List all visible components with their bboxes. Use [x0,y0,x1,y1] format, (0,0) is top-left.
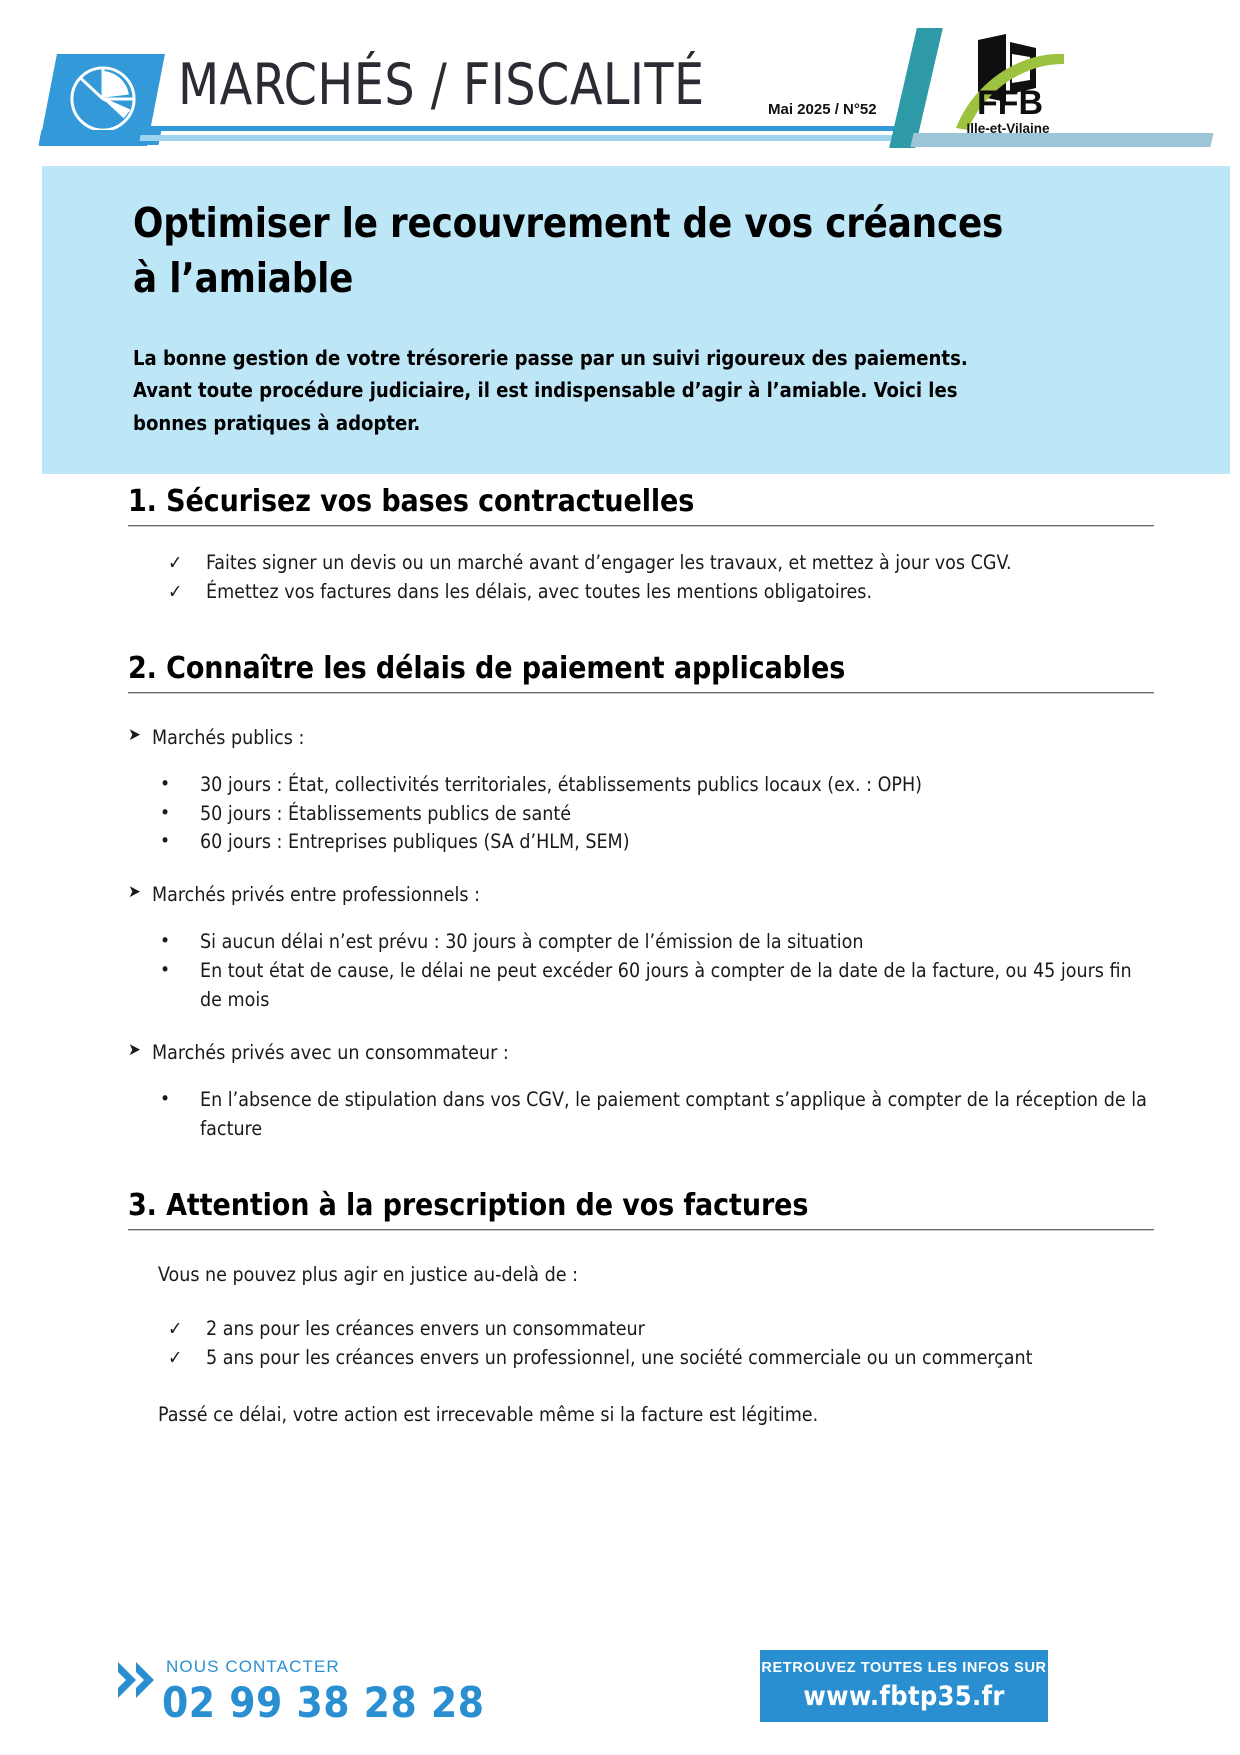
section-3-heading: 3. Attention à la prescription de vos factures [128,1187,809,1223]
section-3-rule [128,1229,1154,1231]
list-item [160,828,1154,857]
list-item-text: 30 jours : État, collectivités territoriales, établissements publics locaux (ex. : OPH) [200,772,922,796]
header-rule-primary [140,126,901,131]
list-item [168,1315,1160,1344]
section-3-check-list [168,1315,1160,1373]
header-rule-secondary [139,135,900,141]
section-2-rule [128,692,1154,694]
check-icon: ✓ [168,1317,183,1340]
arrow-icon: ➤ [128,882,141,903]
bullet-icon: • [160,772,171,795]
double-chevron-icon [116,1658,162,1702]
subgroup-list-consumer [160,1086,1154,1144]
subgroup-heading-public [128,726,1240,749]
brand-title: MARCHÉS / FISCALITÉ [178,52,705,118]
bullet-icon: • [160,801,171,824]
list-item [160,957,1154,1015]
section-3-lead: Vous ne pouvez plus agir en justice au-delà de : [158,1262,579,1286]
ffb-wordmark: FFB [976,84,1044,122]
subgroup-heading-private-pro [128,883,1240,906]
list-item [168,1344,1160,1373]
section-2 [0,651,1240,1144]
bullet-icon: • [160,1087,171,1110]
contact-phone[interactable]: 02 99 38 28 28 [162,1678,485,1727]
list-item-text: Faites signer un devis ou un marché avant d’engager les travaux, et mettez à jour vos CGV. [206,551,1012,574]
list-item-text: 2 ans pour les créances envers un consommateur [206,1316,645,1340]
contact-label: NOUS CONTACTER [166,1657,340,1676]
section-3-closing: Passé ce délai, votre action est irrecevable même si la facture est légitime. [158,1402,819,1426]
arrow-icon: ➤ [128,1039,141,1060]
subgroup-list-public [160,771,1154,858]
check-icon: ✓ [168,580,183,603]
section-1 [0,484,1240,607]
bullet-icon: • [160,959,171,982]
subgroup-label: Marchés privés entre professionnels : [152,883,481,907]
website-callout-box[interactable] [760,1650,1048,1722]
issue-label: Mai 2025 / N°52 [768,101,877,118]
list-item [160,1086,1154,1144]
teal-slash-divider [889,28,943,148]
section-3 [0,1188,1240,1429]
subgroup-heading-consumer [128,1041,1240,1064]
bullet-icon: • [160,830,171,853]
list-item [168,578,1160,607]
ffb-region-label: Ille-et-Vilaine [966,121,1050,136]
list-item-text: En tout état de cause, le délai ne peut excéder 60 jours à compter de la date de la facture, ou 45 jours fin de mois [200,959,1132,1012]
list-item-text: 60 jours : Entreprises publiques (SA d’HLM, SEM) [200,830,630,854]
subgroup-label: Marchés publics : [152,725,305,749]
list-item [160,800,1154,829]
document-body [0,484,1240,1429]
page-title: Optimiser le recouvrement de vos créances à l’amiable [133,199,1004,302]
subgroup-list-private-pro [160,928,1154,1015]
check-icon: ✓ [168,1346,183,1369]
list-item-text: Si aucun délai n’est prévu : 30 jours à compter de l’émission de la situation [200,930,864,954]
list-item-text: En l’absence de stipulation dans vos CGV, le paiement comptant s’applique à compter de la réception de la facture [200,1087,1147,1140]
list-item [160,771,1154,800]
intro-standfirst: La bonne gestion de votre trésorerie passe par un suivi rigoureux des paiements. Avant toute procédure judiciaire, il est indispensable d’agir à l’amiable. Voici les bonnes pratiques à adopter. [133,346,968,435]
page-header [0,0,1240,150]
arrow-icon: ➤ [128,724,141,745]
section-1-rule [128,525,1154,527]
list-item-text: Émettez vos factures dans les délais, avec toutes les mentions obligatoires. [206,579,873,603]
list-item [160,928,1154,957]
website-callout-label: RETROUVEZ TOUTES LES INFOS SUR [761,1660,1047,1676]
bullet-icon: • [160,930,171,953]
section-1-heading: 1. Sécurisez vos bases contractuelles [128,484,695,519]
section-1-check-list [168,549,1160,607]
list-item-text: 5 ans pour les créances envers un professionnel, une société commerciale ou un commerçant [206,1345,1033,1369]
check-icon: ✓ [168,552,183,574]
list-item [168,549,1160,578]
page-footer [0,1620,1240,1755]
subgroup-label: Marchés privés avec un consommateur : [152,1040,509,1064]
ffb-logo [944,32,1072,142]
list-item-text: 50 jours : Établissements publics de santé [200,801,571,825]
section-2-heading: 2. Connaître les délais de paiement applicables [128,650,846,686]
pie-chart-icon [66,62,140,136]
website-url[interactable]: www.fbtp35.fr [803,1681,1005,1712]
